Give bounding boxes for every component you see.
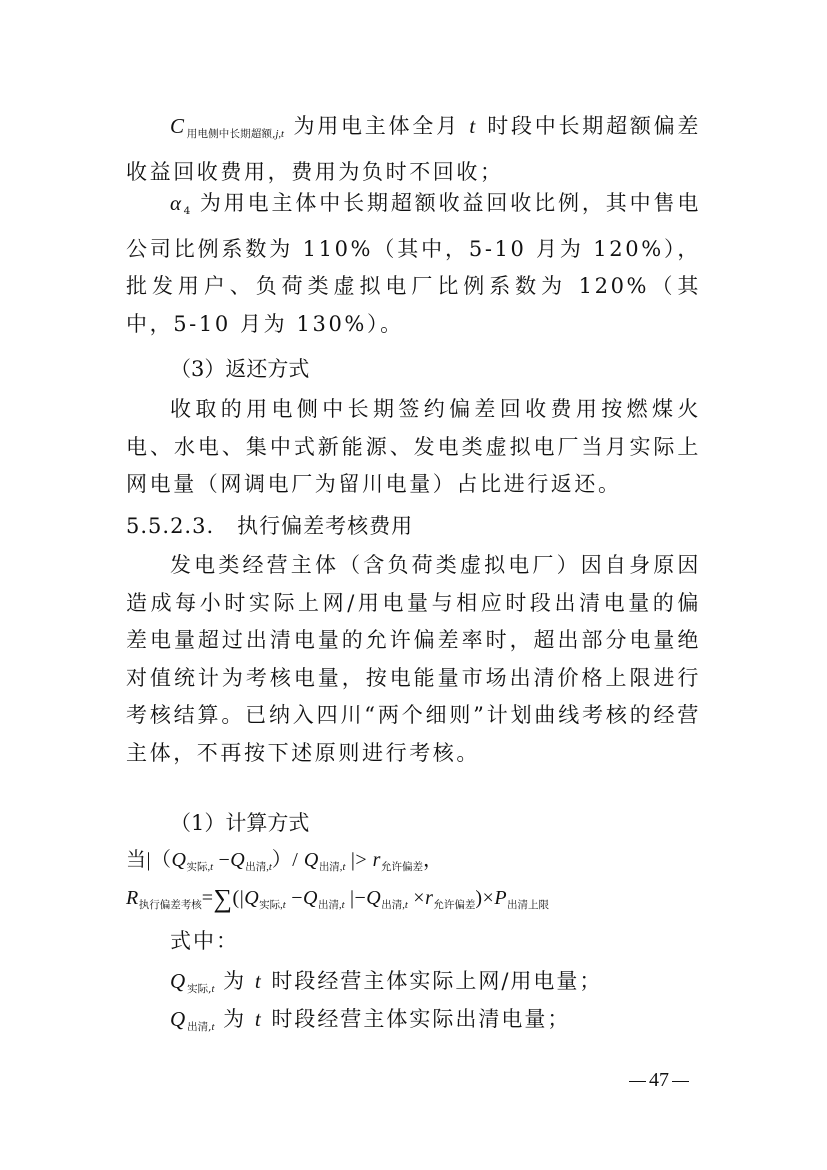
var-alpha: α <box>170 191 184 215</box>
heading-return-method: （3）返还方式 <box>170 357 310 381</box>
page-number-dash-right <box>672 1081 689 1082</box>
assessment-formula: $R_{执行偏差考核}=\sum(|Q_{实际,t} -Q_{出清,t}$ $|-Q_{出清,t} \times r_{允许偏差})\times P_{出清上限}$ <box>126 884 550 913</box>
condition-formula: 当$|(Q_{实际,t} -Q_{出清,t})/$ $Q_{出清,t}$ |> $r_{允许偏差}$， <box>126 849 444 873</box>
heading-calc-method: （1）计算方式 <box>170 811 310 835</box>
page-number-dash-left <box>629 1081 646 1082</box>
where-label: 式中： <box>170 929 239 953</box>
deviation-assessment-paragraph: 发电类经营主体（含负荷类虚拟电厂）因自身原因造成每小时实际上网/用电量与相应时段出清电量的偏差电量超过出清电量的允许偏差率时，超出部分电量绝对值统计为考核电量，按电能量市场出清价格上限进行考核结算。已纳入四川“两个细则”计划曲线考核的经营主体，不再按下述原则进行考核。 <box>126 553 701 765</box>
return-method-paragraph: 收取的用电侧中长期签约偏差回收费用按燃煤火电、水电、集中式新能源、发电类虚拟电厂当月实际上网电量（网调电厂为留川电量）占比进行返还。 <box>126 397 701 497</box>
definition-q-actual: $Q_{实际,t}$ 为 t 时段经营主体实际上网/用电量； <box>170 969 603 995</box>
var-c-subscript: 用电侧中长期超额,j,t <box>186 128 284 140</box>
var-alpha-subscript: 4 <box>183 205 191 217</box>
definition-c-paragraph: $C_{用电侧中长期超额,j,t}$ 为用电主体全月 t 时段中长期超额偏差收益回收费用，费用为负时不回收； <box>126 114 701 184</box>
section-heading: 5.5.2.3. 执行偏差考核费用 <box>126 514 414 538</box>
var-c: C <box>170 114 187 138</box>
definition-q-cleared: $Q_{出清,t}$ 为 t 时段经营主体实际出清电量； <box>170 1007 571 1033</box>
definition-alpha-paragraph: $\alpha_4$ 为用电主体中长期超额收益回收比例，其中售电公司比例系数为 110%（其中，5-10 月为 120%），批发用户、负荷类虚拟电厂比例系数为 120%（其中，5-10 月为 130%）。 <box>126 191 701 336</box>
sum-symbol: ∑ <box>213 884 233 913</box>
page-number: 47 <box>626 1069 692 1092</box>
